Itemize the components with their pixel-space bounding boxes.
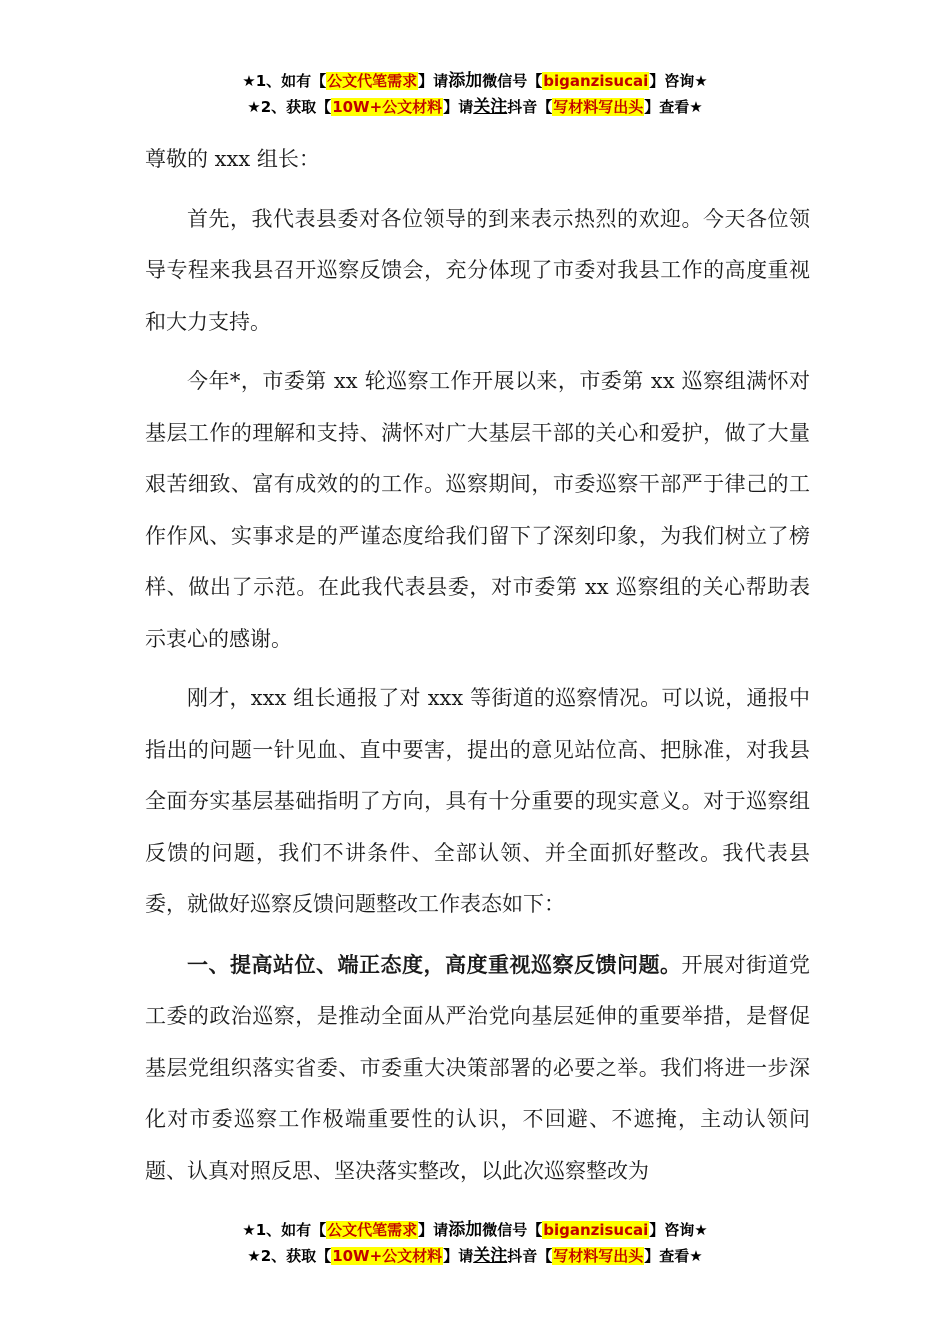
paragraph-4 <box>145 939 810 1198</box>
highlight-materials: 10W+公文材料 <box>332 1247 443 1265</box>
highlight-service: 公文代笔需求 <box>327 1221 418 1239</box>
highlight-service: 公文代笔需求 <box>327 72 418 90</box>
emphasis-follow: 关注 <box>473 1246 508 1266</box>
highlight-wechat-id: biganzisucai <box>543 1221 649 1239</box>
star-icon: ★ <box>242 72 256 90</box>
paragraph-1: 首先，我代表县委对各位领导的到来表示热烈的欢迎。今天各位领导专程来我县召开巡察反馈会，充分体现了市委对我县工作的高度重视和大力支持。 <box>145 206 810 334</box>
highlight-douyin: 写材料写出头 <box>553 98 644 116</box>
star-icon: ★ <box>247 1247 261 1265</box>
banner-line-2: ★2、获取【10W+公文材料】请关注抖音【写材料写出头】查看★ <box>247 1246 703 1266</box>
paragraph-3: 刚才，xxx 组长通报了对 xxx 等街道的巡察情况。可以说，通报中指出的问题一针见血、直中要害，提出的意见站位高、把脉准，对我县全面夯实基层基础指明了方向，具有十分重要的现实意义。对于巡察组反馈的问题，我们不讲条件、全部认领、并全面抓好整改。我代表县委，就做好巡察反馈问题整改工作表态如下： <box>145 686 810 916</box>
emphasis-add: 添加 <box>448 71 483 91</box>
paragraph-4-text: 开展对街道党工委的政治巡察，是推动全面从严治党向基层延伸的重要举措，是督促基层党组织落实省委、市委重大决策部署的必要之举。我们将进一步深化对市委巡察工作极端重要性的认识，不回避、不遮掩，主动认领问题、认真对照反思、坚决落实整改，以此次巡察整改为 <box>145 952 810 1183</box>
document-body <box>145 134 810 1205</box>
footer-banner <box>0 1217 950 1269</box>
section-heading: 一、提高站位、端正态度，高度重视巡察反馈问题。 <box>187 951 682 977</box>
highlight-materials: 10W+公文材料 <box>332 98 443 116</box>
banner-line-2: ★2、获取【10W+公文材料】请关注抖音【写材料写出头】查看★ <box>247 97 703 117</box>
emphasis-follow: 关注 <box>473 97 508 117</box>
star-icon: ★ <box>242 1221 256 1239</box>
highlight-wechat-id: biganzisucai <box>543 72 649 90</box>
header-banner <box>0 68 950 120</box>
salutation: 尊敬的 xxx 组长： <box>145 147 320 171</box>
banner-line-1: ★1、如有【公文代笔需求】请添加微信号【biganzisucai】咨询★ <box>242 1220 708 1240</box>
paragraph-2: 今年*，市委第 xx 轮巡察工作开展以来，市委第 xx 巡察组满怀对基层工作的理解和支持、满怀对广大基层干部的关心和爱护，做了大量艰苦细致、富有成效的的工作。巡察期间，市委巡察干部严于律己的工作作风、实事求是的严谨态度给我们留下了深刻印象，为我们树立了榜样、做出了示范。在此我代表县委，对市委第 xx 巡察组的关心帮助表示衷心的感谢。 <box>145 369 810 651</box>
emphasis-add: 添加 <box>448 1220 483 1240</box>
star-icon: ★ <box>247 98 261 116</box>
highlight-douyin: 写材料写出头 <box>553 1247 644 1265</box>
banner-line-1: ★1、如有【公文代笔需求】请添加微信号【biganzisucai】咨询★ <box>242 71 708 91</box>
